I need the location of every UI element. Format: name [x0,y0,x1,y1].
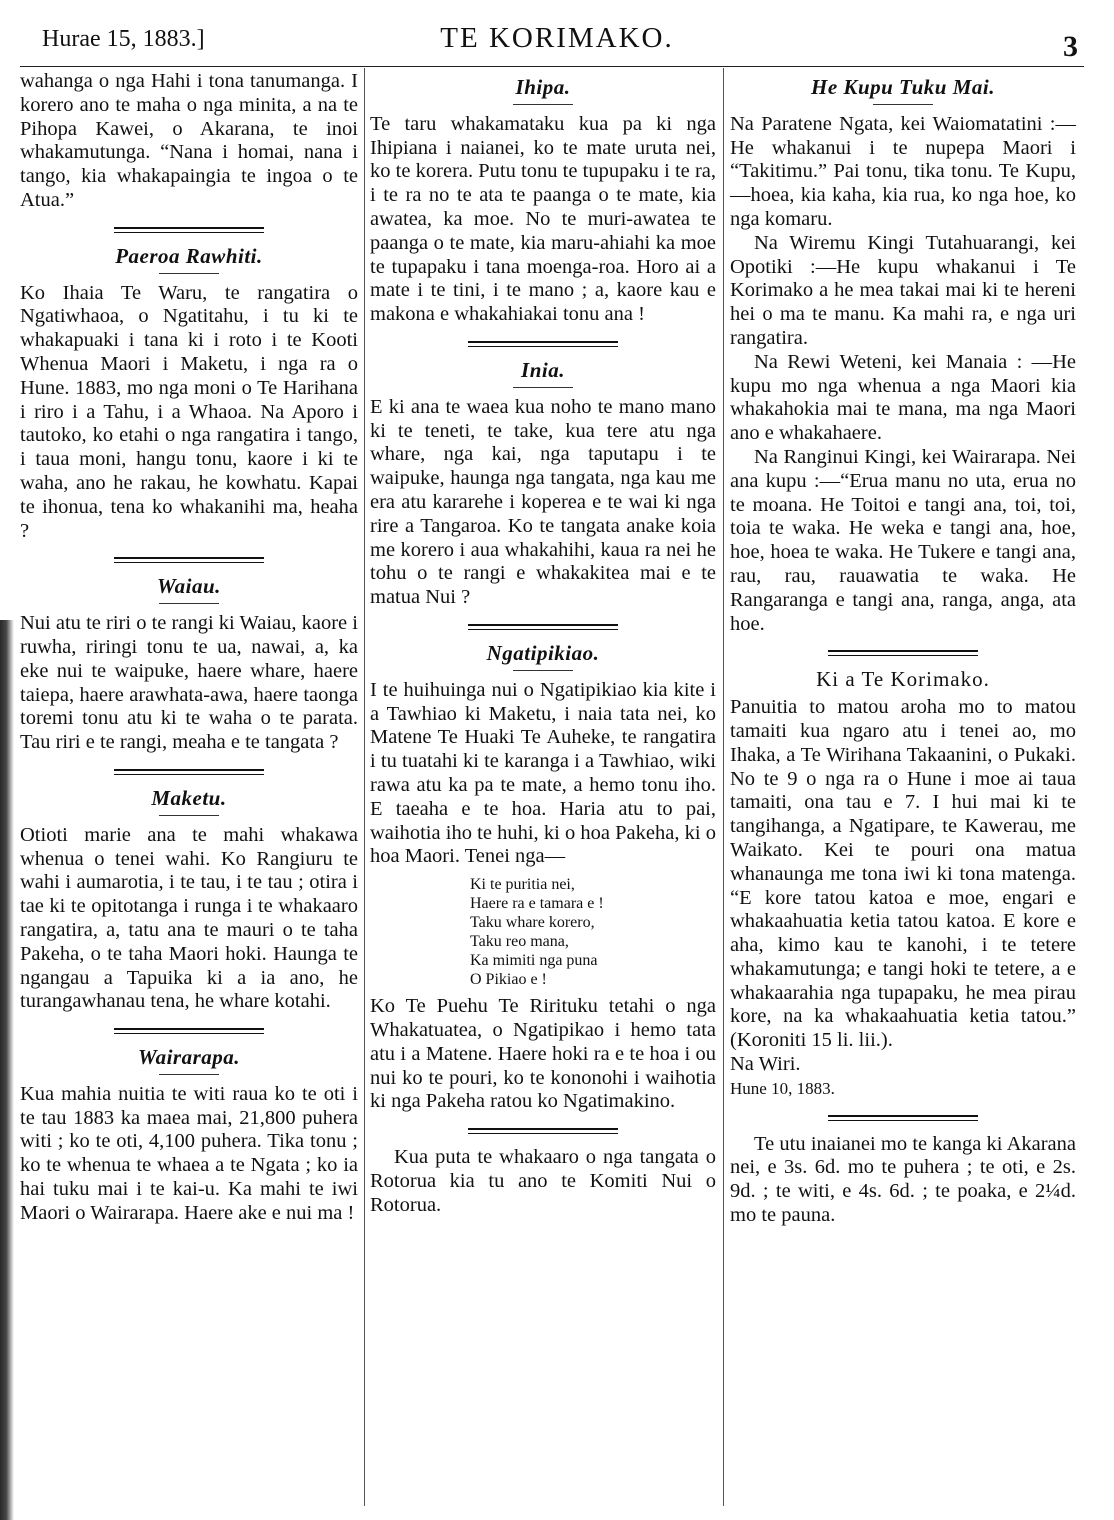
letter-ranginui-kingi: Na Ranginui Kingi, kei Wairarapa. Nei ana kupu :—“Erua manu no uta, erua no te moana. He Toitoi e tangi ana, toi, toi, toia te waka. He weka e tangi ana, hoe, hoe, hoea te waka. He Tukere e tangi ana, rau, rau, rauawatia te waka. He Rangaranga e tangi ana, ranga, anga, ata hoe. [730,445,1076,635]
section-divider [468,624,618,630]
page-edge-shadow [0,620,14,1520]
heading-underline [159,273,219,274]
heading-he-kupu-tuku-mai: He Kupu Tuku Mai. [811,75,995,99]
article-waiau: Nui atu te riri o te rangi ki Waiau, kaore i ruwha, riringi tonu te ua, nawai, a, ka eke nui te waipuke, haere whare, haere taiepa, haere arawhata-awa, haere taonga toremi tonu atu ki te waha o te parata. Tau riri e te rangi, meaha e te tangata ? [20,612,358,754]
letter-signature: Na Wiri. [730,1053,801,1076]
heading-underline [513,104,573,105]
page-number: 3 [1063,30,1078,63]
article-wairarapa: Kua mahia nuitia te witi raua ko te oti i te tau 1883 ka maea mai, 21,800 puhera witi ; ko te oti, 4,100 puhera. Tika tonu ; ko te whenua te whaea a te Ngata ; ko ia hai tuku mai i te kai-u. Ka mahi te iwi Maori o Wairarapa. Haere ake e nui ma ! [20,1082,358,1224]
header-rule [20,66,1084,67]
section-divider [114,557,264,563]
market-prices: Te utu inaianei mo te kanga ki Akarana nei, e 3s. 6d. mo te puhera ; te oti, e 2s. 9d. ; te witi, e 4s. 6d. ; te poaka, e 2¼d. mo te pauna. [730,1132,1076,1227]
newspaper-title: TE KORIMAKO. [440,22,674,54]
poem-line: Haere ra e tamara e ! [470,895,604,913]
letter-rewi-weteni: Na Rewi Weteni, kei Manaia : —He kupu mo nga whenua a nga Maori kia whakahokia mai te mana, ma nga Maori ano e whakahaere. [730,350,1076,445]
heading-ki-a-te-korimako: Ki a Te Korimako. [816,667,990,692]
heading-waiau: Waiau. [157,574,221,599]
poem-line: Ki te puritia nei, [470,876,575,894]
heading-underline [873,104,933,105]
section-divider [114,227,264,233]
letter-date: Hune 10, 1883. [730,1078,835,1098]
masthead [0,0,1114,66]
article-rotorua-notice: Kua puta te whakaaro o nga tangata o Rotorua kia tu ano te Komiti Nui o Rotorua. [370,1146,716,1216]
heading-maketu: Maketu. [151,785,227,810]
section-divider [468,1128,618,1134]
letter-wiremu-kingi: Na Wiremu Kingi Tutahuarangi, kei Opotiki :—He kupu whakanui i Te Korimako a he mea takai mai ki te hereni hei o ma te manu. Ka mahi ra, e nga uri rangatira. [730,231,1076,349]
lament-poem [470,875,716,989]
heading-wairarapa: Wairarapa. [137,1045,241,1070]
heading-underline [159,603,219,604]
column-1 [20,70,358,1226]
article-ngatipikiao-continued: Ko Te Puehu Te Rirituku tetahi o nga Whakatuatea, o Ngatipikao i hemo tata atu i a Matene. Haere hoki ra e te hoa i ou nui ko te pouri, ko te kononohi i waihotia ki nga Pakeha ratou ko Ngatimakino. [370,995,716,1113]
article-maketu: Otioti marie ana te mahi whakawa whenua o tenei wahi. Ko Rangiuru te wahi i aumarotia, i te tau, i te tau ; otira i tae ki te opitotanga i runga i te whakaaro rangatira, a, tatu ana te mauri o te taha Pakeha, o te taha Maori hoki. Haunga te ngangau a Tapuika ki a ia ano, he turangawhanau tena, he whare kotahi. [20,823,358,1013]
article-paeroa-rawhiti: Ko Ihaia Te Waru, te rangatira o Ngatiwhaoa, o Ngatitahu, i tu ki te whakapuaki i tana ki i roto i te Kooti Whenua Maori i Maketu, i nga ra o Hune. 1883, mo nga moni o Te Harihana i riro i a Tahu, i a Whaoa. Na Aporo i tautoko, ko etahi o nga rangatira i tango, i taua moni, hangu tonu, kaore i ki te waha, ano he rakau, he kowhatu. Kapai te ihonua, tena ko whakanihi ma, heaha ? [20,281,358,542]
poem-line: Taku reo mana, [470,933,569,951]
letter-paratene-ngata: Na Paratene Ngata, kei Waiomatatini :—He whakanui i te nupepa Maori i “Takitimu.” Pai tonu, tika tonu. Te Kupu, —hoea, kia kaha, kia rua, ko nga hoe, ko nga komaru. [730,112,1076,230]
article-ihipa: Te taru whakamataku kua pa ki nga Ihipiana i naianei, ko te mate uruta nei, ko te korera. Putu tonu te tupupaku i te ra, i te ra no te ata te paanga o te mate, kia awatea, ka moe. No te muri-awatea te paanga o te mate, kia maru-ahiahi ka moe te tupapaku i tana moenga-roa. Horo ai a mate i te tini, i te mano ; a, kaore kau e makona e whakahiakai tonu ana ! [370,112,716,326]
letter-obituary: Panuitia to matou aroha mo to matou tamaiti kua ngaro atu i tenei ao, mo Ihaka, a Te Wirihana Takaanini, o Pukaki. No te 9 o nga ra o Hune i moe ai taua tamaiti, ona tau e 7. I hui mai ki te tangihanga, a Ngatipare, te Kawerau, me Waikato. Kei te pouri ona matua whanaunga me tona iwi ki tona matenga. “E kore tatou katoa e moe, engari e whakaahuatia ketia tatou katoa. E kore e aha, kimo kau te kanohi, i te tetere whakamutunga; e tangi hoki te tetere, a e whakaarahia nga tupapaku, he mea pirau kore, na ka whakaahuatia ketia tatou.” (Koroniti 15 li. lii.). [730,696,1076,1052]
section-divider [468,341,618,347]
poem-line: O Pikiao e ! [470,971,547,989]
section-divider [828,650,978,656]
heading-ngatipikiao: Ngatipikiao. [486,640,600,665]
article-inia: E ki ana te waea kua noho te mano mano ki te teneti, te take, kua tere atu nga whare, nga kai, nga taputapu i te waipuke, haunga nga tangata, nga kau me era atu kararehe i koperea e te wai ki nga rire a Tangaroa. Ko te tangata anake koia me korero i aua whakahihi, kaua ra nei he tohu o te rangi e whakakitea mai e te matua Nui ? [370,395,716,609]
issue-date: Hurae 15, 1883.] [42,26,205,52]
article-ngatipikiao: I te huihuinga nui o Ngatipikiao kia kite i a Tawhiao ki Maketu, i naia tata nei, ko Matene Te Huaki Te Auheke, te rangatira i tu tuatahi ki te karanga i a Tawhiao, wiki rawa atu ka pa te mate, a hemo tonu iho. E taeaha e te hoa. Haria atu to pai, waihotia iho te huhi, ki o hoa Pakeha, ki o hoa Maori. Tenei nga— [370,678,716,868]
heading-ihipa: Ihipa. [515,75,571,99]
section-divider [828,1115,978,1121]
heading-underline [513,670,573,671]
heading-inia: Inia. [521,357,565,382]
poem-line: Ka mimiti nga puna [470,952,598,970]
column-2 [370,70,716,1217]
heading-paeroa-rawhiti: Paeroa Rawhiti. [115,243,263,268]
poem-line: Taku whare korero, [470,914,595,932]
heading-underline [159,815,219,816]
section-divider [114,1028,264,1034]
column-divider-2 [723,68,724,1506]
column-3 [730,70,1076,1228]
column-divider-1 [364,68,365,1506]
heading-underline [513,387,573,388]
heading-underline [159,1074,219,1075]
article-continuation: wahanga o nga Hahi i tona tanumanga. I korero ano te maha o nga minita, a na te Pihopa Kawei, o Akarana, te inoi whakamutunga. “Nana i homai, nana i tango, kia whakapaingia te ingoa o te Atua.” [20,70,358,211]
section-divider [114,769,264,775]
